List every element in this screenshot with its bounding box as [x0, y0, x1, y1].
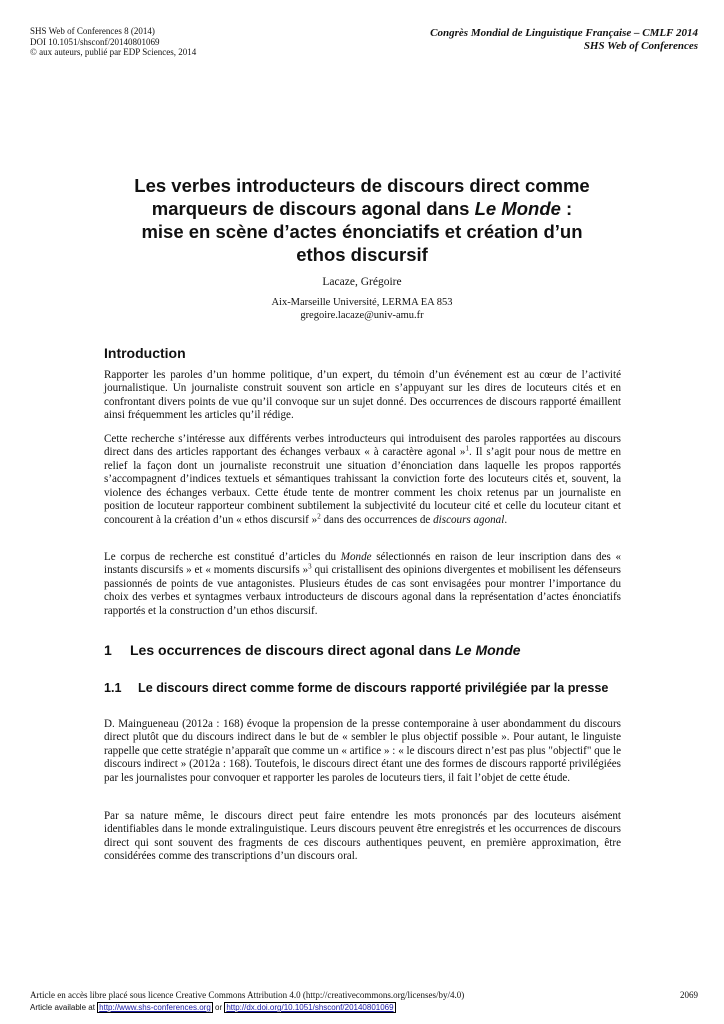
- title-line-1: Les verbes introducteurs de discours direct comme: [134, 175, 590, 196]
- paper-title: [70, 174, 654, 266]
- conference-name: Congrès Mondial de Linguistique Française – CMLF 2014: [430, 27, 698, 39]
- availability-line: Article available at http://www.shs-conferences.org or http://dx.doi.org/10.1051/shsconf/20140801069: [30, 1003, 394, 1012]
- subsection-paragraph-1: D. Maingueneau (2012a : 168) évoque la propension de la presse contemporaine à user abondamment du discours direct plutôt que du discours indirect dans le but de « sembler le plus objectif possible ». Pour autant, le linguiste rappelle que cette stratégie n’apparaît que comme un « artifice » : « le discours direct n’est pas plus "objectif" que le discours indirect » (2012a : 168). Toutefois, le discours direct étant une des formes de discours rapporté privilégiées par les journalistes pour convoquer et rapporter les paroles de locuteurs tiers, il fait l’objet de cette étude.: [104, 718, 621, 784]
- journal-name: SHS Web of Conferences: [583, 40, 698, 52]
- doi: DOI 10.1051/shsconf/20140801069: [30, 36, 160, 47]
- header-right: [430, 27, 698, 53]
- header-left: [30, 26, 196, 58]
- intro-paragraph-3: Le corpus de recherche est constitué d’articles du Monde sélectionnés en raison de leur inscription dans des « instants discursifs » et « moments discursifs »$^3$ qui cristallisent des opinions divergentes et mobilisent les défenseurs passionnés de points de vue antagonistes. Plusieurs études de cas sont envisagées pour montrer l’importance du choix des verbes et syntagmes verbaux introducteurs de discours agonal dans la représentation d’actes énonciatifs rapportés et la construction d’un ethos discursif.: [104, 551, 621, 617]
- section-number: 1: [104, 642, 112, 658]
- footnote-ref-3: 3: [308, 562, 312, 571]
- subsection-paragraph-2: Par sa nature même, le discours direct peut faire entendre les mots prononcés par des locuteurs aisément identifiables dans le monde extralinguistique. Leurs discours peuvent être enregistrés et les occurrences de discours direct qui sont souvent des fragments de ces discours authentiques peuvent, en première approximation, être considérées comme des transcriptions d’un discours oral.: [104, 810, 621, 863]
- subsection-number: 1.1: [104, 681, 122, 695]
- intro-paragraph-1: Rapporter les paroles d’un homme politique, d’un expert, du témoin d’un événement est au cœur de l’activité journalistique. Un journaliste construit souvent son article en s’appuyant sur les dires de locuteurs cités et en confrontant divers points de vue qu’il convoque sur un sujet donné. Des occurrences de discours rapporté émaillent ainsi fréquemment les articles qu’il rédige.: [104, 369, 621, 422]
- title-line-3: mise en scène d’actes énonciatifs et création d’un: [141, 221, 583, 242]
- footnote-ref-1: 1: [465, 444, 469, 453]
- page-number: 2069: [680, 990, 698, 1000]
- journal-volume: SHS Web of Conferences 8 (2014): [30, 26, 155, 36]
- title-line-4: ethos discursif: [296, 244, 428, 265]
- license-note: Article en accès libre placé sous licence Creative Commons Attribution 4.0 (http://creativecommons.org/licenses/by/4.0): [30, 990, 465, 1000]
- footnote-ref-2: 2: [317, 512, 321, 521]
- author-email: gregoire.lacaze@univ-amu.fr: [300, 309, 424, 321]
- section-heading-introduction: Introduction: [104, 345, 186, 361]
- author: Lacaze, Grégoire: [322, 276, 402, 288]
- subsection-heading-1-1: 1.1 Le discours direct comme forme de discours rapporté privilégiée par la presse: [104, 681, 609, 695]
- affiliation-institution: Aix-Marseille Université, LERMA EA 853: [271, 297, 453, 308]
- affiliation: [0, 297, 724, 322]
- title-line-2: marqueurs de discours agonal dans Le Monde :: [151, 198, 573, 219]
- intro-paragraph-2: Cette recherche s’intéresse aux différents verbes introducteurs qui introduisent des paroles rapportées au discours direct dans des articles rapportant des échanges verbaux « à caractère agonal »$^1$. Il s’agit pour nous de mettre en relief la façon dont un journaliste reconstruit une situation d’énonciation dans laquelle les propos rapportés s’accompagnent d’indices textuels et sémantiques trahissant la conviction forte des locuteurs cités et, souvent, la violence des échanges verbaux. Cette étude tente de montrer comment les choix retenus par un journaliste en position de locuteur rapporteur combinent subtilement la subjectivité du locuteur cité et celle du locuteur citant et concourent à la création d’un « ethos discursif »$^2$ dans des occurrences de discours agonal.: [104, 433, 621, 526]
- section-heading-1: 1 Les occurrences de discours direct agonal dans Le Monde: [104, 642, 521, 658]
- copyright: © aux auteurs, publié par EDP Sciences, 2014: [30, 47, 197, 57]
- shs-conferences-link[interactable]: http://www.shs-conferences.org: [99, 1003, 211, 1012]
- doi-link[interactable]: http://dx.doi.org/10.1051/shsconf/20140801069: [226, 1003, 394, 1012]
